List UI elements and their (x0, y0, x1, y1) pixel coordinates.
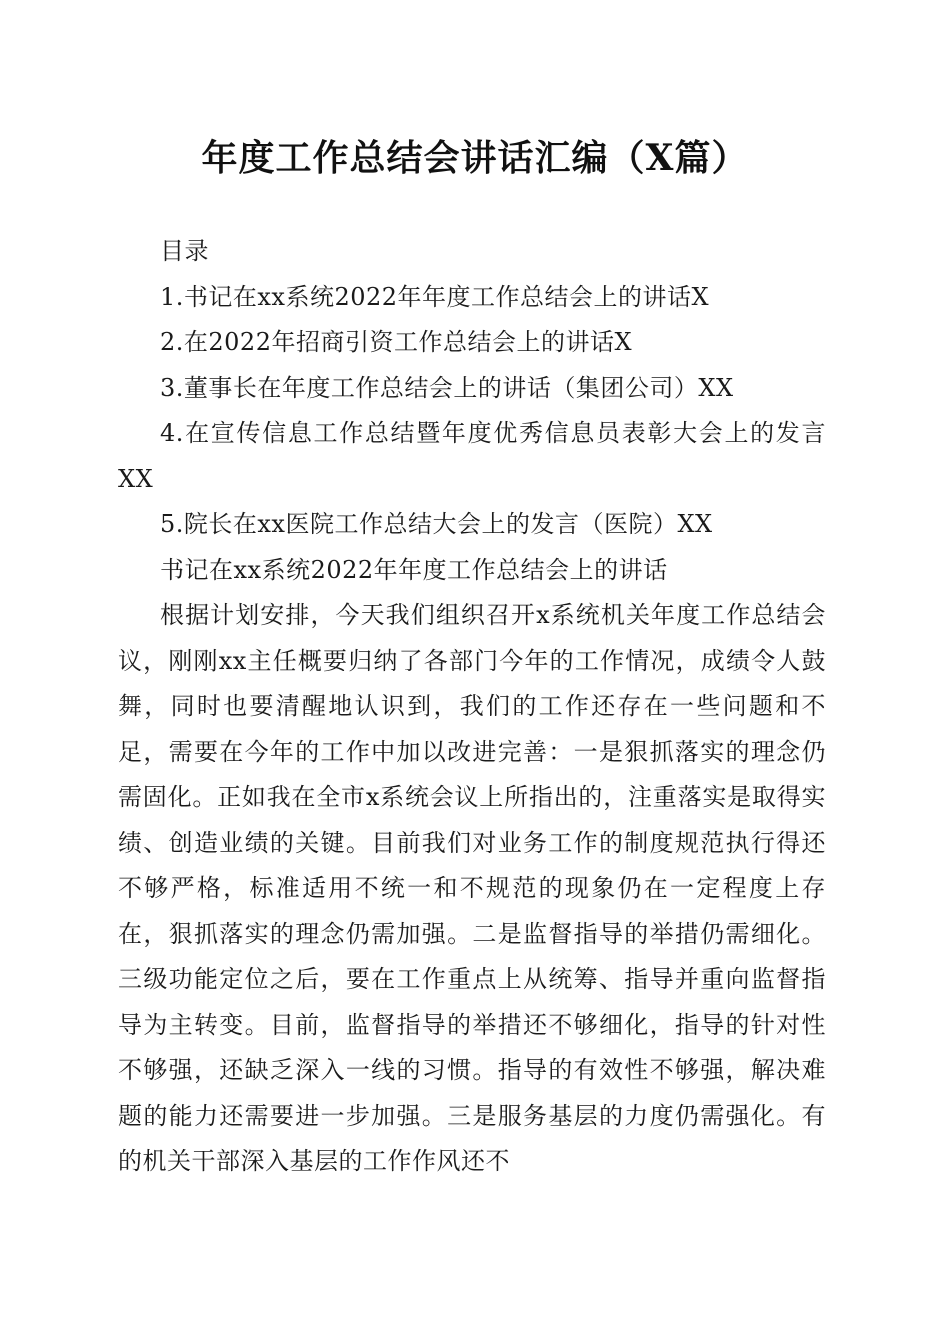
body-paragraph: 根据计划安排，今天我们组织召开x系统机关年度工作总结会议，刚刚xx主任概要归纳了各部门今年的工作情况，成绩令人鼓舞，同时也要清醒地认识到，我们的工作还存在一些问题和不足，需要在今年的工作中加以改进完善：一是狠抓落实的理念仍需固化。正如我在全市x系统会议上所指出的，注重落实是取得实绩、创造业绩的关键。目前我们对业务工作的制度规范执行得还不够严格，标准适用不统一和不规范的现象仍在一定程度上存在，狠抓落实的理念仍需加强。二是监督指导的举措仍需细化。三级功能定位之后，要在工作重点上从统筹、指导并重向监督指导为主转变。目前，监督指导的举措还不够细化，指导的针对性不够强，还缺乏深入一线的习惯。指导的有效性不够强，解决难题的能力还需要进一步加强。三是服务基层的力度仍需强化。有的机关干部深入基层的工作作风还不 (118, 601, 826, 1175)
toc-item-1: 1.书记在xx系统2022年年度工作总结会上的讲话X (160, 282, 710, 311)
document-body (118, 229, 826, 1185)
toc-item-2: 2.在2022年招商引资工作总结会上的讲话X (160, 328, 633, 356)
toc-item-4: 4.在宣传信息工作总结暨年度优秀信息员表彰大会上的发言XX (118, 419, 826, 493)
document-title: 年度工作总结会讲话汇编（X篇） (201, 137, 749, 179)
toc-item-5: 5.院长在xx医院工作总结大会上的发言（医院）XX (160, 510, 713, 538)
toc-item-3: 3.董事长在年度工作总结会上的讲话（集团公司）XX (160, 373, 734, 402)
toc-heading: 目录 (160, 237, 209, 265)
section-title: 书记在xx系统2022年年度工作总结会上的讲话 (160, 555, 668, 584)
